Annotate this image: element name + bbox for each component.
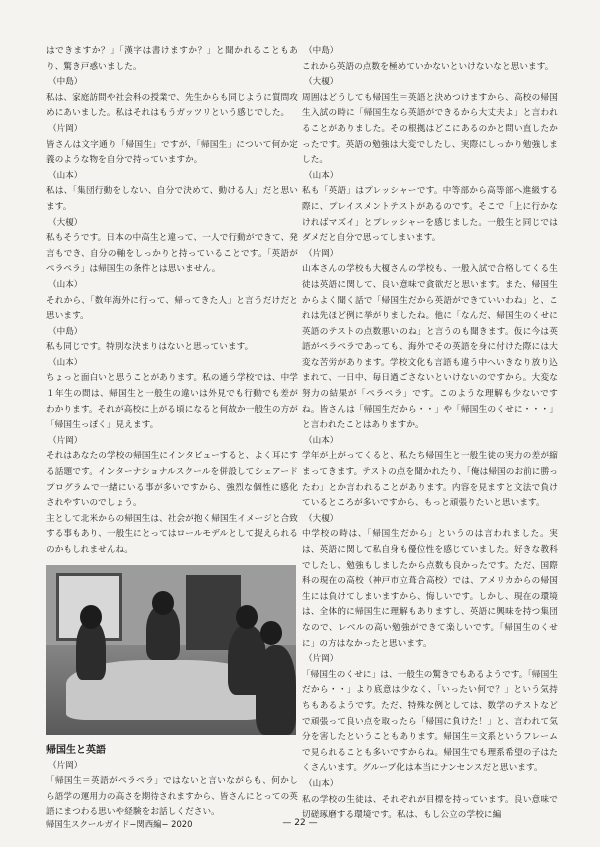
paragraph: それから、「数年海外に行って、帰ってきた人」と言うだけだと思います。 [46,295,298,322]
speaker-label: （片岡） [48,123,83,134]
right-column [302,44,558,824]
paragraph: 皆さんは文字通り「帰国生」ですが、「帰国生」について何か定義のような物を自分で持っていますか。 [46,139,298,166]
paragraph: 山本さんの学校も大榎さんの学校も、一般入試で合格してくる生徒は英語に関して、良い意味で貪欲だと思います。また、帰国生からよく聞く話で「帰国生だから英語ができていいわね」と、これは先ほど例に挙がりましたね。他に「なんだ、帰国生のくせに英語のテストの点数悪いのね」と言うのも聞きます。仮に今は英語がペラペラであっても、海外でその英語を身に付けた際には大変な苦労があります。学校文化も言語も違う中へいきなり放り込まれて、一日中、毎日過ごさないといけないのですから。大変な努力の結果が「ペラペラ」です。このような理解も少ないですね。皆さんは「帰国生だから・・」や「帰国生のくせに・・・」と言われたことはありますか。 [302,264,558,431]
speaker-label: （中島） [304,46,339,56]
paragraph: 私もそうです。日本の中高生と違って、一人で行動ができて、発言もでき、自分の軸をしっかりと持っていることです。「英語がペラペラ」は帰国生の条件とは思いません。 [46,233,298,275]
photo-person-head-1 [152,591,174,615]
photo-person-head-4 [80,605,102,629]
paragraph: それはあなたの学校の帰国生にインタビューすると、よく耳にする話題です。インターナショナルスクールを併設してシェアードプログラムで一緒にいる事が多いですから、強烈な個性に感化されやすいのでしょう。 [46,451,298,509]
paragraph: 「帰国生のくせに」は、一般生の驚きでもあるようです。「帰国生だから・・」より底意は少なく、「いったい何で？」という気持ちもあるようです。ただ、特殊な例としては、数学のテストなどで頑張って良い点を取ったら「帰国に負けた！」と、言われて気分を害したということもあります。帰国生＝文系というフレームで見られることも多いですからね。帰国生でも理系希望の子はたくさんいます。グループ化は本当にナンセンスだと思います。 [302,669,558,774]
speaker-label: （片岡） [304,248,339,259]
speaker-label: （大榎） [304,77,339,88]
paragraph: 周囲はどうしても帰国生＝英語と決めつけますから、高校の帰国生入試の時に「帰国生なら英語ができるから大丈夫よ」と言われることがありました。その根拠はどこにあるのかと問い直したかったです。英語の勉強は大変でしたし、実際にしっかり勉強しました。 [302,92,558,166]
speaker-label: （大榎） [304,513,339,524]
paragraph: 私は、「集団行動をしない、自分で決めて、動ける人」だと思います。 [46,186,298,212]
paragraph: 学年が上がってくると、私たち帰国生と一般生徒の実力の差が縮まってきます。テストの点を聞かれたり、「俺は帰国のお前に勝ったわ」とか言われることがあります。内容を見ますと文法で負けているところが多いですから、もっと頑張りたいと思います。 [302,451,558,509]
paragraph: 私も「英語」はプレッシャーです。中等部から高等部へ進級する際に、プレイスメントテストがあるのです。そこで「上に行かなければマズイ」とプレッシャーを感じました。一般生と同じではダメだと自分で思ってしまいます。 [302,186,558,244]
speaker-label: （山本） [48,279,83,290]
photo-person-3 [256,645,296,735]
speaker-label: （山本） [304,778,339,789]
section-title: 帰国生と英語 [46,744,106,756]
speaker-label: （中島） [48,77,83,88]
paragraph: 「帰国生＝英語がペラペラ」ではないと言いながらも、何かしら語学の運用力の高さを期待されますから、皆さんにとっての英語にまつわる思いや経験をお話しください。 [46,776,298,818]
speaker-label: （片岡） [48,760,83,771]
page-number: — 22 — [282,818,318,828]
paragraph: 私は、家庭訪問や社会科の授業で、先生からも同じように質問攻めにあいました。私はそれはもうガッツリという感じでした。 [46,92,298,119]
speaker-label: （中島） [48,326,83,337]
discussion-photo [46,565,296,735]
photo-person-head-3 [260,621,282,645]
publication-footer: 帰国生スクールガイド−関西編− 2020 [46,819,193,829]
speaker-label: （山本） [304,435,339,446]
photo-person-head-2 [236,605,258,629]
left-column [46,44,298,821]
speaker-label: （山本） [48,357,83,368]
speaker-label: （山本） [48,170,83,181]
paragraph: ちょっと面白いと思うことがあります。私の通う学校では、中学１年生の間は、帰国生と一般生の違いは外見でも行動でも差がわかります。それが高校に上がる頃になると何故か一般生の方が「帰国生っぽく」見えます。 [46,373,298,431]
paragraph: 私の学校の生徒は、それぞれが目標を持っています。良い意味で切磋琢磨する環境です。私は、もし公立の学校に編 [302,794,558,821]
paragraph: はできますか？」「漢字は書けますか？」と聞かれることもあり、驚き戸惑いました。 [46,46,298,72]
paragraph: 中学校の時は、「帰国生だから」というのは言われました。実は、英語に関して私自身も優位性を感じていました。好きな教科でしたし、勉強もしましたから点数も良かったです。ただ、国際科の現在の高校（神戸市立葺合高校）では、アメリカからの帰国生には負けてしまいますから、悔しいです。しかし、現在の環境は、全体的に帰国生に理解もありますし、英語に興味を持つ集団なので、レベルの高い勉強ができて楽しいです。「帰国生のくせに」の方はなかったと思います。 [302,529,558,649]
speaker-label: （片岡） [304,654,339,665]
paragraph: これから英語の点数を極めていかないといけないなと思います。 [302,61,554,72]
paragraph: 主として北米からの帰国生は、社会が抱く帰国生イメージと合致する事もあり、一般生にとってはロールモデルとして捉えられるのかもしれませんね。 [46,513,298,555]
speaker-label: （片岡） [48,435,83,446]
speaker-label: （山本） [304,170,339,181]
photo-person-4 [76,620,106,680]
speaker-label: （大榎） [48,217,83,228]
paragraph: 私も同じです。特別な決まりはないと思っています。 [46,342,254,353]
